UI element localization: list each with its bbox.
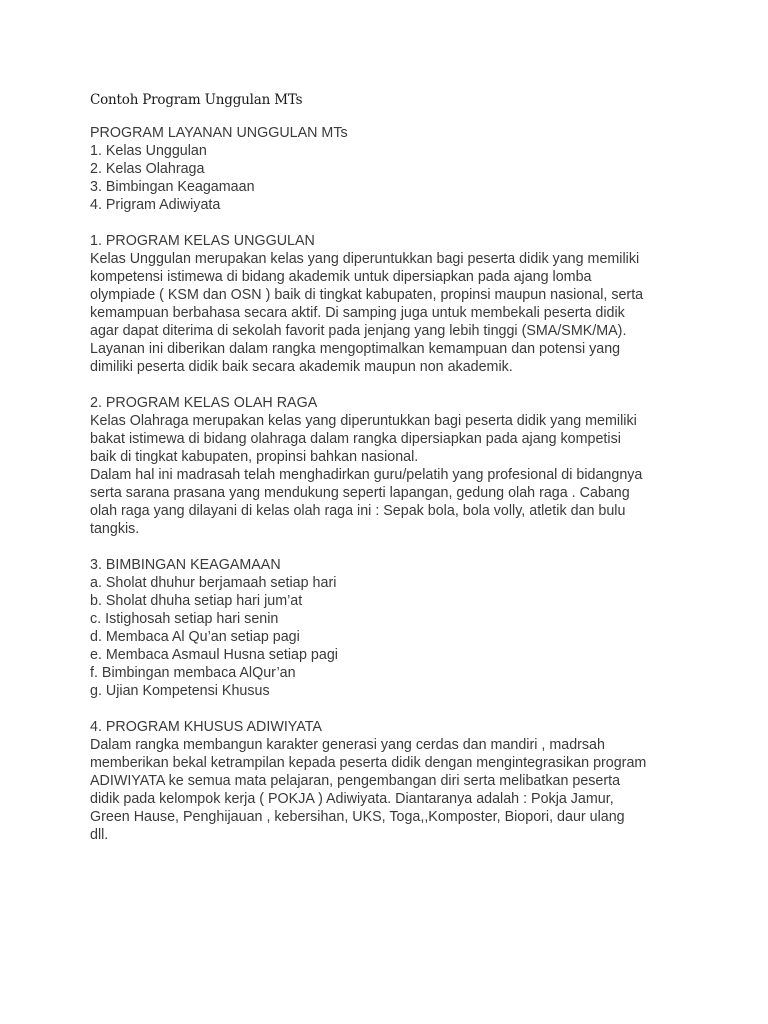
section4-line: memberikan bekal ketrampilan kepada peserta didik dengan mengintegrasikan program bbox=[90, 755, 647, 771]
section1-line: agar dapat diterima di sekolah favorit pada jenjang yang lebih tinggi (SMA/SMK/MA). bbox=[90, 323, 627, 339]
section3-line: c. Istighosah setiap hari senin bbox=[90, 611, 279, 627]
section3-line: a. Sholat dhuhur berjamaah setiap hari bbox=[90, 575, 337, 591]
section3-line: b. Sholat dhuha setiap hari jum’at bbox=[90, 593, 303, 609]
section3-heading: 3. BIMBINGAN KEAGAMAAN bbox=[90, 557, 281, 573]
section4-line: didik pada kelompok kerja ( POKJA ) Adiwiyata. Diantaranya adalah : Pokja Jamur, bbox=[90, 791, 614, 807]
section1-line: kompetensi istimewa di bidang akademik untuk dipersiapkan pada ajang lomba bbox=[90, 269, 592, 285]
document-title: Contoh Program Unggulan MTs bbox=[90, 92, 303, 108]
section3-line: e. Membaca Asmaul Husna setiap pagi bbox=[90, 647, 338, 663]
section1-line: Layanan ini diberikan dalam rangka mengoptimalkan kemampuan dan potensi yang bbox=[90, 341, 621, 357]
paragraph-gap bbox=[90, 700, 690, 718]
section2-line: olah raga yang dilayani di kelas olah raga ini : Sepak bola, bola volly, atletik dan bulu bbox=[90, 503, 626, 519]
paragraph-gap bbox=[90, 376, 690, 394]
section1-line: kemampuan berbahasa secara aktif. Di samping juga untuk membekali peserta didik bbox=[90, 305, 625, 321]
paragraph-gap bbox=[90, 214, 690, 232]
document-body bbox=[90, 124, 690, 844]
paragraph-gap bbox=[90, 538, 690, 556]
section4-heading: 4. PROGRAM KHUSUS ADIWIYATA bbox=[90, 719, 322, 735]
section4-line: dll. bbox=[90, 827, 109, 843]
section2-line: bakat istimewa di bidang olahraga dalam rangka dipersiapkan pada ajang kompetisi bbox=[90, 431, 621, 447]
section3-line: f. Bimbingan membaca AlQur’an bbox=[90, 665, 296, 681]
section4-line: Dalam rangka membangun karakter generasi yang cerdas dan mandiri , madrsah bbox=[90, 737, 605, 753]
overview-item: 1. Kelas Unggulan bbox=[90, 143, 207, 159]
section4-line: Green Hause, Penghijauan , kebersihan, UKS, Toga,,Komposter, Biopori, daur ulang bbox=[90, 809, 625, 825]
section2-line: Kelas Olahraga merupakan kelas yang diperuntukkan bagi peserta didik yang memiliki bbox=[90, 413, 637, 429]
section1-line: dimiliki peserta didik baik secara akademik maupun non akademik. bbox=[90, 359, 513, 375]
overview-item: 2. Kelas Olahraga bbox=[90, 161, 205, 177]
section2-line: tangkis. bbox=[90, 521, 140, 537]
section3-line: g. Ujian Kompetensi Khusus bbox=[90, 683, 270, 699]
overview-heading: PROGRAM LAYANAN UNGGULAN MTs bbox=[90, 125, 348, 141]
section1-line: olympiade ( KSM dan OSN ) baik di tingkat kabupaten, propinsi maupun nasional, serta bbox=[90, 287, 644, 303]
overview-item: 3. Bimbingan Keagamaan bbox=[90, 179, 255, 195]
overview-item: 4. Prigram Adiwiyata bbox=[90, 197, 221, 213]
section2-line: baik di tingkat kabupaten, propinsi bahkan nasional. bbox=[90, 449, 419, 465]
section1-heading: 1. PROGRAM KELAS UNGGULAN bbox=[90, 233, 315, 249]
section4-line: ADIWIYATA ke semua mata pelajaran, pengembangan diri serta melibatkan peserta bbox=[90, 773, 621, 789]
section2-line: serta sarana prasana yang mendukung seperti lapangan, gedung olah raga . Cabang bbox=[90, 485, 630, 501]
section3-line: d. Membaca Al Qu’an setiap pagi bbox=[90, 629, 300, 645]
section1-line: Kelas Unggulan merupakan kelas yang diperuntukkan bagi peserta didik yang memiliki bbox=[90, 251, 640, 267]
section2-heading: 2. PROGRAM KELAS OLAH RAGA bbox=[90, 395, 318, 411]
section2-line: Dalam hal ini madrasah telah menghadirkan guru/pelatih yang profesional di bidangnya bbox=[90, 467, 643, 483]
